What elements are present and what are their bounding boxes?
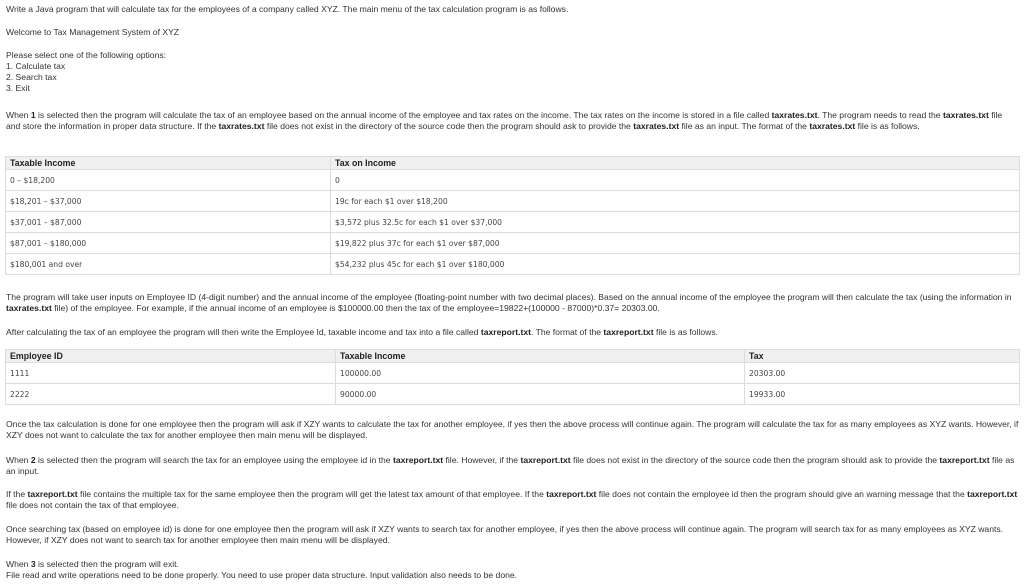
table-row bbox=[6, 384, 1020, 405]
table-cell: 0 – $18,200 bbox=[6, 170, 331, 191]
requirements-note: File read and write operations need to be done properly. You need to use proper data structure. Input validation also needs to be done. bbox=[6, 570, 518, 580]
option-1-description: When 1 is selected then the program will calculate the tax of an employee based on the annual income of the employee and tax rates on the income. The tax rates on the income is stored in a file called taxrates.txt. The program needs to read the taxrates.txt file and store the information in proper data structure. If the taxrates.txt file does not exist in the directory of the source code then the program should ask to provide the taxrates.txt file as an input. The format of the taxrates.txt file is as follows. bbox=[6, 110, 1003, 131]
repeat-search-paragraph: Once searching tax (based on employee id) is done for one employee then the program will ask if XZY wants to search tax for another employee, if yes then the above process will continue again. The program will search tax for as many employees as XYZ wants. However, if XZY does not want to search tax for another employee then main menu will be displayed. bbox=[6, 524, 1004, 545]
table-row bbox=[6, 233, 1020, 254]
column-header: Taxable Income bbox=[6, 157, 331, 170]
multiple-tax-paragraph: If the taxreport.txt file contains the multiple tax for the same employee then the program will get the latest tax amount of that employee. If the taxreport.txt file does not contain the employee id then the program should give an warning message that the taxreport.txt file does not contain the tax of that employee. bbox=[6, 489, 1018, 510]
menu-prompt: Please select one of the following options: bbox=[6, 50, 167, 60]
column-header: Tax bbox=[745, 350, 1020, 363]
table-cell: $37,001 – $87,000 bbox=[6, 212, 331, 233]
intro-paragraph: Write a Java program that will calculate tax for the employees of a company called XYZ. The main menu of the tax calculation program is as follows. bbox=[6, 4, 569, 14]
tax-report-table bbox=[5, 349, 1020, 405]
menu-option-1: 1. Calculate tax bbox=[6, 61, 66, 71]
table-row bbox=[6, 212, 1020, 233]
table-cell: $3,572 plus 32.5c for each $1 over $37,000 bbox=[331, 212, 1020, 233]
table-cell: $54,232 plus 45c for each $1 over $180,000 bbox=[331, 254, 1020, 275]
repeat-calculation-paragraph: Once the tax calculation is done for one employee then the program will ask if XZY wants to calculate the tax for another employee, if yes then the above process will continue again. The program will calculate the tax for as many employees as XYZ wants. However, if XZY does not want to calculate the tax for another employee then main menu will be displayed. bbox=[6, 419, 1019, 440]
table-row bbox=[6, 254, 1020, 275]
table-cell: $19,822 plus 37c for each $1 over $87,000 bbox=[331, 233, 1020, 254]
menu-block bbox=[6, 50, 166, 94]
table-cell: 19c for each $1 over $18,200 bbox=[331, 191, 1020, 212]
menu-option-3: 3. Exit bbox=[6, 83, 30, 93]
table-cell: $87,001 – $180,000 bbox=[6, 233, 331, 254]
table-cell: 0 bbox=[331, 170, 1020, 191]
tax-rates-table bbox=[5, 156, 1020, 275]
table-row bbox=[6, 170, 1020, 191]
table-cell: $180,001 and over bbox=[6, 254, 331, 275]
table-row bbox=[6, 363, 1020, 384]
table-header-row bbox=[6, 350, 1020, 363]
column-header: Tax on Income bbox=[331, 157, 1020, 170]
table-cell: 1111 bbox=[6, 363, 336, 384]
table-cell: 20303.00 bbox=[745, 363, 1020, 384]
table-row bbox=[6, 191, 1020, 212]
table-header-row bbox=[6, 157, 1020, 170]
column-header: Taxable Income bbox=[336, 350, 745, 363]
option-2-description: When 2 is selected then the program will search the tax for an employee using the employee id in the taxreport.txt file. However, if the taxreport.txt file does not exist in the directory of the source code then the program should ask to provide the taxreport.txt file as an input. bbox=[6, 455, 1015, 476]
menu-option-2: 2. Search tax bbox=[6, 72, 57, 82]
report-paragraph: After calculating the tax of an employee the program will then write the Employee Id, taxable income and tax into a file called taxreport.txt. The format of the taxreport.txt file is as follows. bbox=[6, 327, 719, 337]
welcome-line: Welcome to Tax Management System of XYZ bbox=[6, 27, 180, 37]
table-cell: 90000.00 bbox=[336, 384, 745, 405]
table-cell: 100000.00 bbox=[336, 363, 745, 384]
closing-block bbox=[6, 559, 517, 581]
table-cell: 2222 bbox=[6, 384, 336, 405]
column-header: Employee ID bbox=[6, 350, 336, 363]
table-cell: 19933.00 bbox=[745, 384, 1020, 405]
tax-calculation-paragraph: The program will take user inputs on Employee ID (4-digit number) and the annual income of the employee (floating-point number with two decimal places). Based on the annual income of the employee the program will then calculate the tax (using the information in taxrates.txt file) of the employee. For example, if the annual income of an employee is $100000.00 then the tax of the employee=19822+(100000 - 87000)*0.37= 20303.00. bbox=[6, 292, 1012, 313]
option-3-description: When 3 is selected then the program will exit. bbox=[6, 559, 179, 569]
table-cell: $18,201 – $37,000 bbox=[6, 191, 331, 212]
